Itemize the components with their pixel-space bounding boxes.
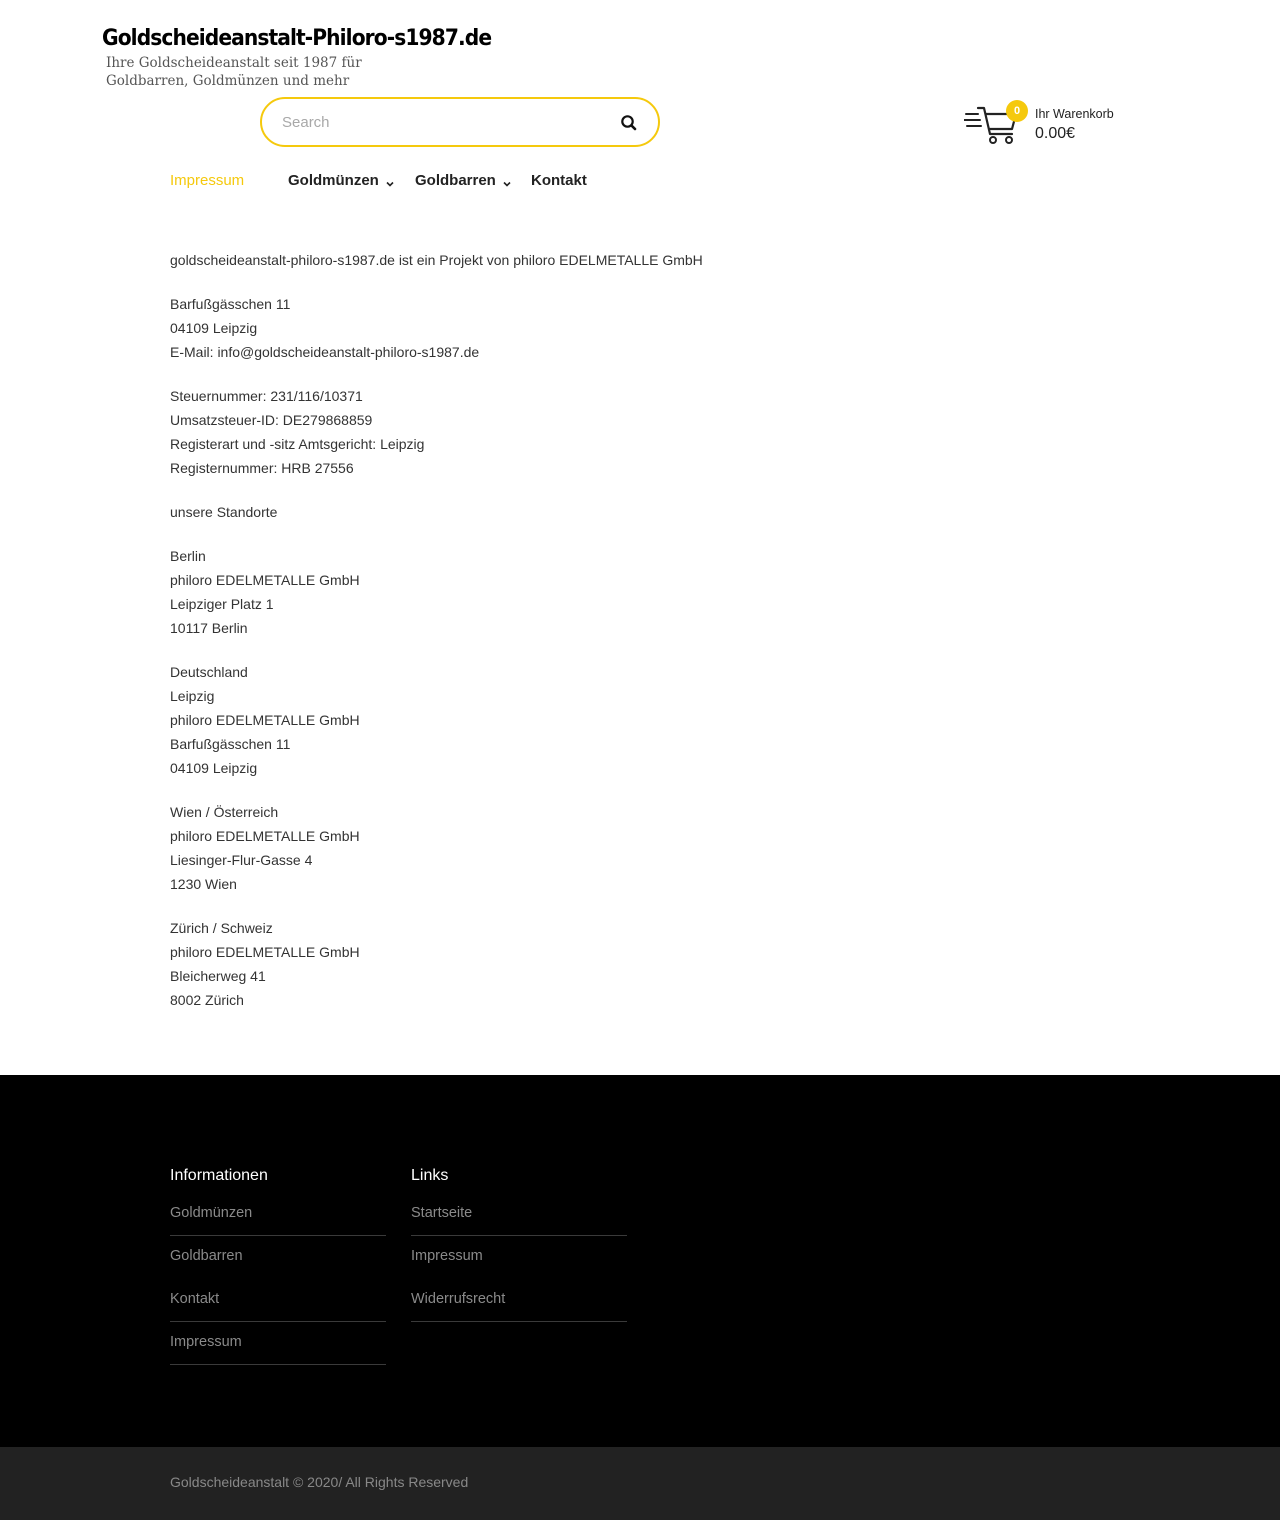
nav-item-goldmuenzen[interactable] bbox=[288, 172, 395, 189]
copyright-text: Goldscheideanstalt © 2020/ All Rights Reserved bbox=[170, 1474, 469, 1490]
locations-heading bbox=[170, 500, 1070, 524]
chevron-down-icon bbox=[502, 176, 512, 186]
nav-item-kontakt[interactable]: Kontakt bbox=[531, 172, 587, 189]
tax-paragraph bbox=[170, 384, 1070, 480]
footer-link-goldmuenzen[interactable]: Goldmünzen bbox=[170, 1205, 386, 1236]
cart-widget[interactable] bbox=[964, 100, 1124, 150]
text-line: Liesinger-Flur-Gasse 4 bbox=[170, 852, 313, 868]
footer-link-impressum[interactable]: Impressum bbox=[170, 1322, 386, 1365]
text-line: 04109 Leipzig bbox=[170, 760, 258, 776]
cart-label: Ihr Warenkorb bbox=[1035, 107, 1114, 121]
footer-heading: Links bbox=[411, 1167, 449, 1184]
text-line: philoro EDELMETALLE GmbH bbox=[170, 712, 360, 728]
search-icon[interactable] bbox=[618, 112, 640, 134]
text-line: Deutschland bbox=[170, 664, 248, 680]
location-zuerich bbox=[170, 916, 1070, 1012]
impressum-content bbox=[170, 248, 1070, 1032]
text-line: Barfußgässchen 11 bbox=[170, 736, 291, 752]
cart-count-badge: 0 bbox=[1006, 100, 1028, 122]
address-paragraph bbox=[170, 292, 1070, 364]
footer bbox=[0, 1075, 1280, 1447]
footer-link-widerrufsrecht[interactable]: Widerrufsrecht bbox=[411, 1279, 627, 1322]
text-line: 10117 Berlin bbox=[170, 620, 248, 636]
nav-item-label: Goldbarren bbox=[415, 172, 496, 189]
text-line: Wien / Österreich bbox=[170, 804, 279, 820]
text-line: goldscheideanstalt-philoro-s1987.de ist ein Projekt von philoro EDELMETALLE GmbH bbox=[170, 252, 703, 268]
location-wien bbox=[170, 800, 1070, 896]
cart-total: 0.00€ bbox=[1035, 125, 1076, 142]
nav-item-impressum[interactable]: Impressum bbox=[170, 172, 245, 189]
text-line: Leipziger Platz 1 bbox=[170, 596, 274, 612]
text-line: 04109 Leipzig bbox=[170, 320, 258, 336]
copyright-bar bbox=[0, 1447, 1280, 1520]
text-line: Registernummer: HRB 27556 bbox=[170, 460, 354, 476]
location-leipzig bbox=[170, 660, 1070, 780]
text-line: Berlin bbox=[170, 548, 206, 564]
search-input[interactable] bbox=[282, 111, 602, 133]
footer-link-impressum[interactable]: Impressum bbox=[411, 1248, 483, 1264]
text-line: Zürich / Schweiz bbox=[170, 920, 273, 936]
text-line: Steuernummer: 231/116/10371 bbox=[170, 388, 363, 404]
footer-column-links bbox=[411, 1167, 627, 1322]
text-line: 8002 Zürich bbox=[170, 992, 244, 1008]
footer-link-startseite[interactable]: Startseite bbox=[411, 1205, 627, 1236]
site-title[interactable]: Goldscheideanstalt-Philoro-s1987.de bbox=[102, 26, 492, 51]
search-bar bbox=[260, 97, 660, 147]
email-line: E-Mail: info@goldscheideanstalt-philoro-s1987.de bbox=[170, 344, 480, 360]
footer-link-goldbarren[interactable]: Goldbarren bbox=[170, 1248, 243, 1264]
text-line: Leipzig bbox=[170, 688, 215, 704]
footer-column-informationen bbox=[170, 1167, 386, 1365]
text-line: unsere Standorte bbox=[170, 504, 278, 520]
location-berlin bbox=[170, 544, 1070, 640]
nav-item-goldbarren[interactable] bbox=[415, 172, 512, 189]
intro-paragraph bbox=[170, 248, 1070, 272]
text-line: Bleicherweg 41 bbox=[170, 968, 266, 984]
footer-link-kontakt[interactable]: Kontakt bbox=[170, 1279, 386, 1322]
text-line: Registerart und -sitz Amtsgericht: Leipzig bbox=[170, 436, 425, 452]
chevron-down-icon bbox=[385, 176, 395, 186]
text-line: 1230 Wien bbox=[170, 876, 237, 892]
text-line: philoro EDELMETALLE GmbH bbox=[170, 828, 360, 844]
text-line: Barfußgässchen 11 bbox=[170, 296, 291, 312]
nav-item-label: Goldmünzen bbox=[288, 172, 379, 189]
text-line: Umsatzsteuer-ID: DE279868859 bbox=[170, 412, 373, 428]
text-line: philoro EDELMETALLE GmbH bbox=[170, 944, 360, 960]
footer-heading: Informationen bbox=[170, 1167, 268, 1184]
site-tagline: Ihre Goldscheideanstalt seit 1987 für Goldbarren, Goldmünzen und mehr bbox=[106, 55, 362, 89]
text-line: philoro EDELMETALLE GmbH bbox=[170, 572, 360, 588]
